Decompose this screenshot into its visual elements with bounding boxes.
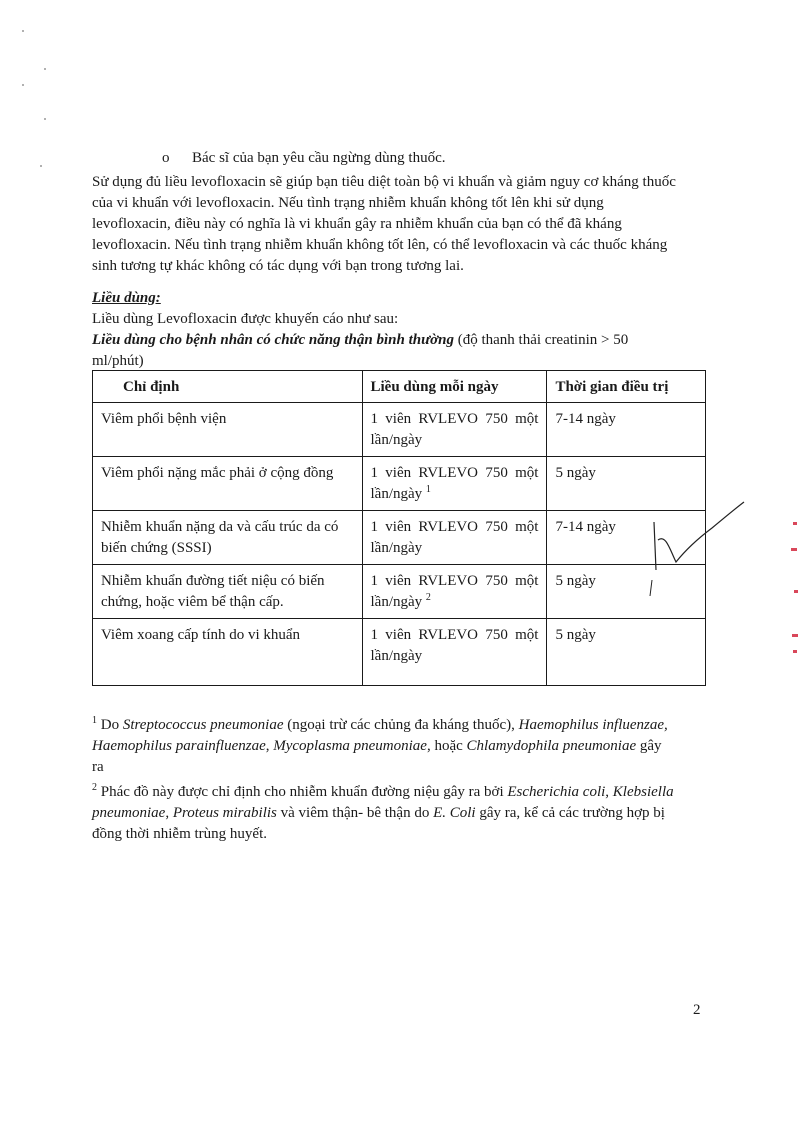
species-name: Mycoplasma pneumoniae <box>273 738 427 754</box>
scan-speck <box>44 68 46 70</box>
dose-line: 1 viên RVLEVO 750 một <box>370 627 539 643</box>
footnote-mark: 2 <box>92 782 97 793</box>
species-name: Klebsiella <box>612 784 674 800</box>
scan-speck <box>40 165 42 167</box>
body-paragraph <box>92 172 712 277</box>
indication-cell: Viêm xoang cấp tính do vi khuẩn <box>93 619 363 686</box>
footnote-ref: 2 <box>425 592 431 603</box>
dosage-table <box>92 370 706 686</box>
species-name: Chlamydophila pneumoniae <box>466 738 637 754</box>
section-heading: Liều dùng: <box>92 290 161 306</box>
footnote-mark: 1 <box>92 715 97 726</box>
indication-cell: Viêm phổi nặng mắc phải ở cộng đồng <box>93 457 363 511</box>
stamp-edge-mark <box>794 590 798 593</box>
header-daily-dose: Liều dùng mỗi ngày <box>362 371 547 403</box>
dose-freq: lần/ngày <box>370 486 423 502</box>
stamp-edge-mark <box>793 650 797 653</box>
handwritten-initials <box>640 500 750 610</box>
bullet-text: Bác sĩ của bạn yêu cầu ngừng dùng thuốc. <box>192 150 446 166</box>
species-name: E. Coli <box>433 805 476 821</box>
footnote-text: (ngoại trừ các chủng đa kháng thuốc), <box>283 717 519 733</box>
species-name: Haemophilus parainfluenzae <box>92 738 266 754</box>
footnote-text: , hoặc <box>426 738 467 754</box>
dosage-condition <box>92 330 712 372</box>
table-header-row <box>93 371 706 403</box>
scan-speck <box>22 84 24 86</box>
indication-cell: Viêm phổi bệnh viện <box>93 403 363 457</box>
header-indication: Chỉ định <box>93 371 363 403</box>
dose-line: 1 viên RVLEVO 750 một <box>370 465 539 481</box>
paragraph-line: Sử dụng đủ liều levofloxacin sẽ giúp bạn tiêu diệt toàn bộ vi khuẩn và giảm nguy cơ kháng thuốc <box>92 174 676 190</box>
dose-freq: lần/ngày <box>370 540 423 556</box>
section-intro: Liều dùng Levofloxacin được khuyến cáo như sau: <box>92 311 399 327</box>
duration-cell: 5 ngày <box>547 619 706 686</box>
footnote-text: và viêm thận- bê thận do <box>276 805 434 821</box>
stamp-edge-mark <box>793 522 797 525</box>
indication-cell: Nhiễm khuẩn nặng da và cấu trúc da có biến chứng (SSSI) <box>93 511 363 565</box>
header-duration: Thời gian điều trị <box>547 371 706 403</box>
species-name: Proteus mirabilis <box>172 805 277 821</box>
dose-cell <box>362 403 547 457</box>
stamp-edge-mark <box>792 634 798 637</box>
footnote-1 <box>92 715 712 778</box>
dose-cell <box>362 457 547 511</box>
table-row <box>93 565 706 619</box>
scan-speck <box>44 118 46 120</box>
footnote-2 <box>92 782 712 845</box>
footnote-text: , <box>605 784 613 800</box>
table-row <box>93 457 706 511</box>
species-name: Streptococcus pneumoniae <box>122 717 284 733</box>
duration-cell: 7-14 ngày <box>547 403 706 457</box>
footnote-text: , <box>265 738 274 754</box>
dose-freq: lần/ngày <box>370 648 423 664</box>
dose-line: 1 viên RVLEVO 750 một <box>370 519 539 535</box>
table-row <box>93 619 706 686</box>
dose-cell <box>362 619 547 686</box>
dose-cell <box>362 511 547 565</box>
page-number: 2 <box>693 1002 701 1018</box>
footnote-text: , <box>165 805 173 821</box>
condition-line2: ml/phút) <box>92 353 144 369</box>
table-row <box>93 511 706 565</box>
scan-speck <box>22 30 24 32</box>
duration-cell: 5 ngày <box>547 457 706 511</box>
paragraph-line: levofloxacin. Nếu tình trạng nhiễm khuẩn không tốt lên, có thể levofloxacin và các thuốc kháng <box>92 237 668 253</box>
dose-cell <box>362 565 547 619</box>
bullet-marker: o <box>162 150 170 166</box>
paragraph-line: levofloxacin, điều này có nghĩa là vi khuẩn gây ra nhiễm khuẩn của bạn có thể đã kháng <box>92 216 622 232</box>
condition-rest: (độ thanh thải creatinin > 50 <box>453 332 629 348</box>
footnote-text: đồng thời nhiễm trùng huyết. <box>92 826 267 842</box>
bullet-item <box>162 148 445 169</box>
dose-freq: lần/ngày <box>370 432 423 448</box>
paragraph-line: sinh tương tự khác không có tác dụng với bạn trong tương lai. <box>92 258 464 274</box>
dose-freq: lần/ngày <box>370 594 423 610</box>
species-name: Haemophilus influenzae, <box>518 717 668 733</box>
footnote-text: Phác đồ này được chỉ định cho nhiễm khuẩn đường niệu gây ra bởi <box>97 784 508 800</box>
duration-cell: 5 ngày <box>547 565 706 619</box>
indication-cell: Nhiễm khuẩn đường tiết niệu có biến chứng, hoặc viêm bể thận cấp. <box>93 565 363 619</box>
table-row <box>93 403 706 457</box>
duration-cell: 7-14 ngày <box>547 511 706 565</box>
dose-line: 1 viên RVLEVO 750 một <box>370 411 539 427</box>
footnote-text: ra <box>92 759 104 775</box>
footnote-text: Do <box>97 717 123 733</box>
footnote-text: gây ra, kể cả các trường hợp bị <box>475 805 665 821</box>
stamp-edge-mark <box>791 548 797 551</box>
dose-line: 1 viên RVLEVO 750 một <box>370 573 539 589</box>
footnote-text: gây <box>636 738 662 754</box>
condition-bold: Liều dùng cho bệnh nhân có chức năng thận bình thường <box>92 332 454 348</box>
species-name: Escherichia coli <box>507 784 606 800</box>
footnote-ref: 1 <box>425 484 431 495</box>
paragraph-line: của vi khuẩn với levofloxacin. Nếu tình trạng nhiễm khuẩn không tốt lên khi sử dụng <box>92 195 604 211</box>
species-name: pneumoniae <box>92 805 166 821</box>
